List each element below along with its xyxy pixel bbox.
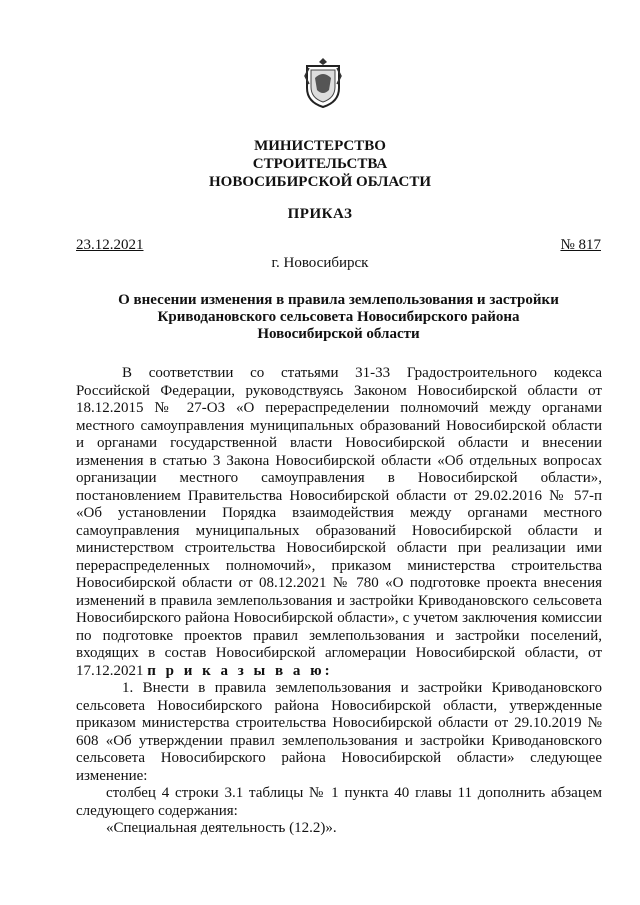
order-title	[76, 292, 601, 343]
order-body	[76, 365, 602, 838]
preamble-paragraph	[76, 365, 602, 680]
title-line-2: Криводановского сельсовета Новосибирского района	[157, 309, 520, 325]
amendment-content: «Специальная деятельность (12.2)».	[106, 820, 337, 836]
order-word: п р и к а з ы в а ю:	[147, 662, 333, 679]
order-number: № 817	[560, 237, 601, 253]
ministry-name	[0, 137, 640, 191]
ministry-line-3: НОВОСИБИРСКОЙ ОБЛАСТИ	[208, 174, 432, 190]
coat-of-arms-emblem	[303, 56, 343, 108]
title-line-3: Новосибирской области	[257, 326, 420, 342]
item-1-paragraph: 1. Внести в правила землепользования и застройки Криводановского сельсовета Новосибирского района Новосибирской области, утвержденные приказом министерства строительства Новосибирской области от 29.10.2019 № 608 «Об утверждении правил землепользования и застройки Криводановского сельсовета Новосибирского района Новосибирской области» следующее изменение:	[76, 680, 602, 784]
ministry-line-2: СТРОИТЕЛЬСТВА	[252, 156, 388, 172]
preamble-text: В соответствии со статьями 31-33 Градостроительного кодекса Российской Федерации, руководствуясь Законом Новосибирской области от 18.12.2015 № 27-ОЗ «О перераспределении полномочий между органами местного самоуправления муниципальных образований Новосибирской области и органами государственной власти Новосибирской области и внесении изменения в статью 3 Закона Новосибирской области «Об отдельных вопросах организации местного самоуправления в Новосибирской области», постановлением Правительства Новосибирской области от 29.02.2016 № 57-п «Об установлении Порядка взаимодействия между органами местного самоуправления муниципальных образований Новосибирской области и министерством строительства Новосибирской области при реализации ими перераспределенных полномочий», приказом министерства строительства Новосибирской области от 08.12.2021 № 780 «О подготовке проекта внесения изменений в правила землепользования и застройки Криводановского сельсовета Новосибирского района Новосибирской области», с учетом заключения комиссии по подготовке проектов правил землепользования и застройки поселений, входящих в состав Новосибирской агломерации Новосибирской области, от 17.12.2021	[76, 365, 602, 679]
order-date: 23.12.2021	[76, 237, 144, 253]
amendment-paragraph: столбец 4 строки 3.1 таблицы № 1 пункта 40 главы 11 дополнить абзацем следующего содержания:	[76, 785, 602, 819]
document-type: ПРИКАЗ	[287, 206, 353, 222]
ministry-line-1: МИНИСТЕРСТВО	[254, 138, 386, 154]
city: г. Новосибирск	[271, 255, 369, 271]
title-line-1: О внесении изменения в правила землепользования и застройки	[118, 292, 559, 308]
